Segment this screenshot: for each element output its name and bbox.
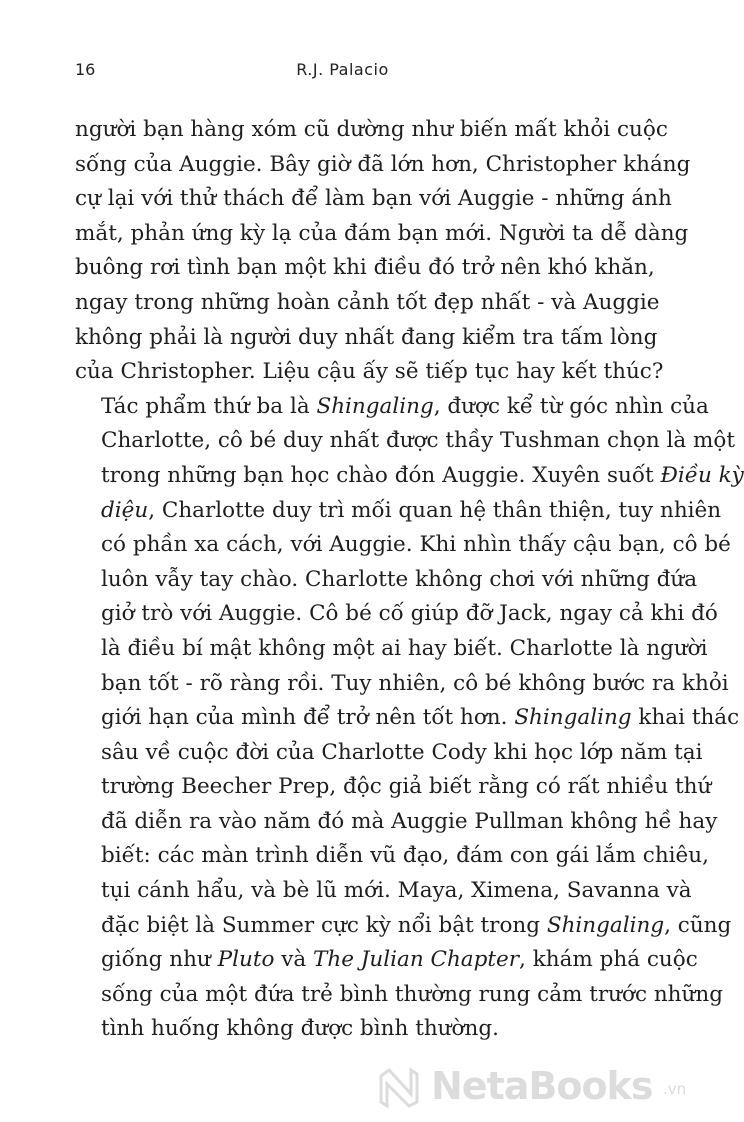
- text-line: [75, 597, 718, 632]
- text-line: mắt, phản ứng kỳ lạ của đám bạn mới. Người ta dễ dàng: [75, 220, 689, 246]
- italic-title: Điều kỳ: [660, 462, 744, 488]
- paragraph-2: [75, 390, 744, 1047]
- text-segment: đặc biệt là Summer cực kỳ nổi bật trong: [101, 912, 547, 938]
- text-segment: luôn vẫy tay chào. Charlotte không chơi với những đứa: [101, 566, 698, 592]
- italic-title: Shingaling: [316, 393, 434, 419]
- text-line: [75, 701, 740, 736]
- text-line: [75, 874, 692, 909]
- text-segment: tình huống không được bình thường.: [101, 1016, 499, 1042]
- text-segment: bạn tốt - rõ ràng rồi. Tuy nhiên, cô bé không bước ra khỏi: [101, 670, 729, 696]
- page-header: [75, 60, 610, 90]
- italic-title: Shingaling: [514, 705, 632, 731]
- text-line: [75, 528, 731, 563]
- text-segment: tụi cánh hẩu, và bè lũ mới. Maya, Ximena, Savanna và: [101, 878, 692, 904]
- text-line: [75, 943, 698, 978]
- italic-title: Pluto: [217, 947, 275, 973]
- text-line: [75, 805, 718, 840]
- text-segment: Charlotte, cô bé duy nhất được thầy Tushman chọn là một: [101, 428, 735, 454]
- text-line: người bạn hàng xóm cũ dường như biến mất khỏi cuộc: [75, 117, 668, 142]
- text-segment: giới hạn của mình để trở nên tốt hơn.: [101, 705, 515, 731]
- text-line: [75, 459, 744, 494]
- text-segment: , cũng: [664, 912, 732, 938]
- text-line: [75, 909, 732, 944]
- text-segment: , Charlotte duy trì mối quan hệ thân thiện, tuy nhiên: [148, 497, 722, 523]
- text-segment: khai thác: [631, 705, 740, 731]
- text-segment: giống như: [101, 947, 218, 973]
- text-line: [75, 667, 729, 702]
- text-segment: biết: các màn trình diễn vũ đạo, đám con gái lắm chiêu,: [101, 843, 709, 869]
- text-line: [75, 736, 703, 771]
- text-line: [75, 978, 723, 1013]
- body-text: [75, 113, 744, 1047]
- text-segment: Tác phẩm thứ ba là: [101, 393, 317, 419]
- text-line: [75, 770, 712, 805]
- text-line: [75, 424, 735, 459]
- text-segment: có phần xa cách, với Auggie. Khi nhìn thấy cậu bạn, cô bé: [101, 532, 731, 558]
- text-segment: là điều bí mật không một ai hay biết. Charlotte là người: [101, 635, 708, 661]
- netabooks-logo-icon: [375, 1062, 423, 1112]
- text-line: [75, 494, 722, 529]
- text-line: của Christopher. Liệu cậu ấy sẽ tiếp tục hay kết thúc?: [75, 359, 664, 385]
- watermark-text: NetaBooks: [431, 1064, 653, 1108]
- text-line: ngay trong những hoàn cảnh tốt đẹp nhất - và Auggie: [75, 289, 660, 315]
- text-line: sống của Auggie. Bây giờ đã lớn hơn, Christopher kháng: [75, 151, 691, 177]
- text-segment: đã diễn ra vào năm đó mà Auggie Pullman không hề hay: [101, 808, 718, 834]
- italic-title: Shingaling: [546, 912, 665, 938]
- text-line: [75, 632, 708, 667]
- text-line: không phải là người duy nhất đang kiểm tra tấm lòng: [75, 324, 658, 350]
- text-segment: sâu về cuộc đời của Charlotte Cody khi học lớp năm tại: [101, 739, 703, 765]
- text-segment: và: [274, 947, 314, 973]
- text-segment: sống của một đứa trẻ bình thường rung cảm trước những: [101, 981, 723, 1007]
- watermark-tld: .vn: [663, 1080, 687, 1098]
- text-line: cự lại với thử thách để làm bạn với Auggie - những ánh: [75, 186, 672, 212]
- text-line: [75, 839, 709, 874]
- text-segment: giở trò với Auggie. Cô bé cố giúp đỡ Jack, ngay cả khi đó: [101, 601, 718, 627]
- text-segment: , được kể từ góc nhìn của: [433, 393, 709, 419]
- text-line: [75, 1012, 628, 1047]
- text-line: [75, 390, 709, 425]
- page-number: 16: [75, 60, 96, 79]
- text-segment: trường Beecher Prep, độc giả biết rằng có rất nhiều thứ: [101, 774, 712, 800]
- text-line: buông rơi tình bạn một khi điều đó trở nên khó khăn,: [75, 255, 655, 281]
- paragraph-1: [75, 113, 691, 390]
- watermark: [375, 1062, 695, 1112]
- text-segment: trong những bạn học chào đón Auggie. Xuyên suốt: [101, 462, 661, 488]
- text-segment: , khám phá cuộc: [519, 947, 698, 973]
- italic-title: The Julian Chapter: [313, 947, 520, 973]
- running-title: R.J. Palacio: [296, 60, 389, 79]
- text-line: [75, 563, 698, 598]
- italic-title: diệu: [101, 497, 149, 523]
